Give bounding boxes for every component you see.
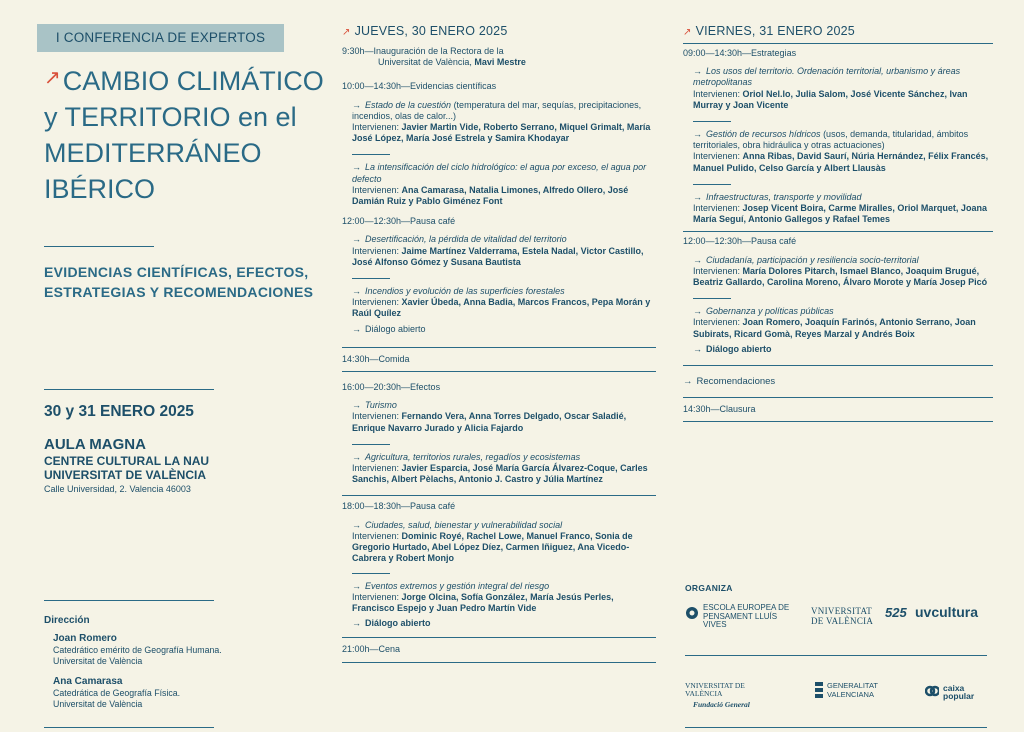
speakers: Ana Camarasa, Natalia Limones, Alfredo Ollero, José Damián Ruiz y Pablo Giménez Font <box>352 184 629 207</box>
director-name: Joan Romero <box>53 633 117 644</box>
venue-line2: UNIVERSITAT DE VALÈNCIA <box>44 468 207 482</box>
speakers: Fernando Vera, Anna Torres Delgado, Oscar Saladié, Enrique Navarro Jurado y Alicia Fajardo <box>352 411 627 433</box>
session-title: La intensificación del ciclo hidrológico: el agua por exceso, el agua por defecto <box>352 162 647 184</box>
north-east-arrow-icon: ↗ <box>683 27 692 38</box>
session-desc: (usos, demanda, titularidad, ámbitos territoriales, obra hidráulica y otras actuaciones) <box>693 129 969 151</box>
lunch-time: 14:30h—Comida <box>342 353 410 364</box>
sponsor-logos <box>685 680 995 710</box>
right-arrow-icon: → <box>352 286 361 297</box>
session-desc: (temperatura del mar, sequías, precipitaciones, incendios, olas de calor...) <box>352 99 642 121</box>
break-time: 12:00—12:30h—Pausa café <box>683 236 797 247</box>
divider <box>342 637 656 638</box>
divider <box>342 347 656 348</box>
right-arrow-icon: → <box>693 306 702 317</box>
right-arrow-icon: → <box>352 400 361 411</box>
generalitat-logo-icon <box>815 682 823 700</box>
session-title: Gestión de recursos hídricos <box>706 129 821 140</box>
director-affiliation: Universitat de València <box>53 656 143 666</box>
director <box>53 632 304 667</box>
right-arrow-icon: → <box>683 376 693 388</box>
right-arrow-icon: → <box>693 129 702 140</box>
right-arrow-icon: → <box>352 323 361 334</box>
open-dialogue: → Diálogo abierto <box>352 323 426 334</box>
director-role: Catedrático emérito de Geografía Humana. <box>53 645 222 655</box>
session-title: Desertificación, la pérdida de vitalidad del territorio <box>365 234 567 245</box>
open-dialogue: → Diálogo abierto <box>352 618 431 629</box>
divider <box>683 397 993 398</box>
title-text: CAMBIO CLIMÁTICO y TERRITORIO en el MEDITERRÁNEO IBÉRICO <box>44 66 324 204</box>
right-arrow-icon: → <box>352 451 361 462</box>
organizer-logos <box>685 604 995 634</box>
session: → Ciudades, salud, bienestar y vulnerabilidad social Intervienen: Dominic Royé, Rachel Lowe, Manuel Franco, Sonia de Gregorio Hurtado, Abel López Díez, Carmen Iñiguez, Ana Vicedo-Cabrera y Robert Monjo <box>352 519 633 564</box>
speakers: Oriol Nel.lo, Julia Salom, José Vicente Sánchez, Ivan Murray y Joan Vicente <box>693 88 968 110</box>
open-dialogue: → Diálogo abierto <box>693 343 772 354</box>
venue <box>44 436 314 496</box>
session <box>352 100 656 145</box>
escola-europea-logo: ESCOLA EUROPEA DE PENSAMENT LLUÍS VIVES <box>685 604 795 630</box>
organizers-label: ORGANIZA <box>685 583 733 593</box>
north-east-arrow-icon: ↗ <box>342 27 351 38</box>
right-arrow-icon: → <box>693 254 702 265</box>
divider <box>693 184 731 185</box>
divider <box>683 421 993 422</box>
right-arrow-icon: → <box>693 191 702 202</box>
session: → Gobernanza y políticas públicas Intervienen: Joan Romero, Joaquín Farinós, Antonio Serrano, Joan Subirats, Ricard Gomà, Reyes Marzal y Andrés Boix <box>693 306 976 339</box>
speakers: Anna Ribas, David Saurí, Núria Hernández, Félix Francés, Manuel Pulido, Celso García y Albert Llausàs <box>693 151 989 173</box>
day2-heading <box>683 24 993 38</box>
caixa-popular-logo: caixa popular <box>925 684 995 700</box>
session-title: Los usos del territorio. Ordenación territorial, urbanismo y áreas metropolitanas <box>693 66 961 88</box>
venue-line1: CENTRE CULTURAL LA NAU <box>44 454 210 468</box>
divider <box>352 573 390 574</box>
session-title: Turismo <box>365 400 397 411</box>
session-title: Agricultura, territorios rurales, regadíos y ecosistemas <box>365 451 581 462</box>
session: → Agricultura, territorios rurales, regadíos y ecosistemas Intervienen: Javier Esparcia, José María García Álvarez-Coque, Carles Sanchis, Albert Pèlachs, Antonio J. Castro y Júlia Martínez <box>352 451 648 485</box>
right-arrow-icon: → <box>693 343 702 354</box>
opening-name: Mavi Mestre <box>474 57 526 68</box>
block-time: 16:00—20:30h—Efectos <box>342 382 441 393</box>
venue-address: Calle Universidad, 2. Valencia 46003 <box>44 484 191 494</box>
day2-heading-text: VIERNES, 31 ENERO 2025 <box>695 24 855 38</box>
venue-hall: AULA MAGNA <box>44 436 146 453</box>
session: → Turismo Intervienen: Fernando Vera, Anna Torres Delgado, Oscar Saladié, Enrique Navarro Jurado y Alicia Fajardo <box>352 400 627 433</box>
session: → Infraestructuras, transporte y movilidad Intervienen: Josep Vicent Boira, Carme Miralles, Oriol Marquet, Joana María Seguí, Antonio Gallegos y Rafael Temes <box>693 191 987 225</box>
uvcultura-logo: uvcultura <box>915 604 979 620</box>
divider <box>693 298 731 299</box>
conference-badge: I CONFERENCIA DE EXPERTOS <box>37 24 284 52</box>
divider <box>683 231 993 232</box>
divider <box>44 246 154 247</box>
speakers: Dominic Royé, Rachel Lowe, Manuel Franco, Sonia de Gregorio Hurtado, Abel López Díez, Carmen Iñiguez, Ana Vicedo-Cabrera y Robert Monjo <box>352 530 633 564</box>
right-arrow-icon: → <box>352 580 361 591</box>
session-title: Eventos extremos y gestión integral del riesgo <box>365 580 550 591</box>
director-affiliation: Universitat de València <box>53 699 143 709</box>
session: → Ciudadanía, participación y resiliencia socio-territorial Intervienen: María Dolores Pitarch, Ismael Blanco, Joaquim Brugué, Beatriz Gallardo, Carolina Moreno, Álvaro Morote y María Josep Picó <box>693 254 988 288</box>
session-title: Ciudadanía, participación y resiliencia socio-territorial <box>706 254 919 265</box>
conference-title <box>44 60 324 207</box>
session: → La intensificación del ciclo hidrológico: el agua por exceso, el agua por defecto Intervienen: Ana Camarasa, Natalia Limones, Alfredo Ollero, José Damián Ruiz y Pablo Giménez Font <box>352 162 647 207</box>
session-title: Estado de la cuestión <box>365 99 452 110</box>
divider <box>683 365 993 366</box>
opening-line2: Universitat de València, Mavi Mestre <box>378 57 526 68</box>
caixa-popular-logo-icon <box>925 684 939 698</box>
divider <box>44 727 214 728</box>
right-arrow-icon: → <box>352 234 361 245</box>
uv-fundacio-logo: VNIVERSITAT DE VALÈNCIA Fundació General <box>685 681 750 709</box>
session-title: Incendios y evolución de las superficies forestales <box>365 286 565 297</box>
speakers-label: Intervienen: <box>352 122 402 133</box>
speakers: Xavier Úbeda, Anna Badia, Marcos Francos, Pepa Morán y Raúl Quílez <box>352 297 651 319</box>
divider <box>342 662 656 663</box>
session: → Eventos extremos y gestión integral del riesgo Intervienen: Jorge Olcina, Sofía González, María Jesús Perles, Francisco Espejo y Juan Pedro Martín Vide <box>352 580 614 613</box>
north-east-arrow-icon: ↗ <box>44 67 61 89</box>
right-arrow-icon: → <box>352 162 361 173</box>
director-role: Catedrática de Geografía Física. <box>53 688 181 698</box>
recommendations: → Recomendaciones <box>683 376 776 388</box>
divider <box>44 600 214 601</box>
speakers: María Dolores Pitarch, Ismael Blanco, Joaquim Brugué, Beatriz Gallardo, Carolina Moreno, Álvaro Morote y María Josep Picó <box>693 265 988 288</box>
block-time: 09:00—14:30h—Estrategias <box>683 48 797 58</box>
divider <box>685 727 987 728</box>
block-time: 10:00—14:30h—Evidencias científicas <box>342 81 497 92</box>
divider <box>352 278 390 279</box>
speakers: Javier Esparcia, José María García Álvarez-Coque, Carles Sanchis, Albert Pèlachs, Antonio J. Castro y Júlia Martínez <box>352 463 648 485</box>
divider <box>693 121 731 122</box>
break-time: 18:00—18:30h—Pausa café <box>342 501 456 512</box>
day1-column <box>342 0 656 732</box>
director-name: Ana Camarasa <box>53 676 123 687</box>
uv-logo: VNIVERSITAT DE VALÈNCIA <box>811 606 874 626</box>
right-arrow-icon: → <box>352 618 361 629</box>
speakers: Joan Romero, Joaquín Farinós, Antonio Serrano, Joan Subirats, Ricard Gomà, Reyes Marzal y Andrés Boix <box>693 317 976 339</box>
525-logo: 525 <box>885 605 907 620</box>
left-panel <box>0 0 330 732</box>
speakers: Jaime Martínez Valderrama, Estela Nadal, Victor Castillo, José Alfonso Gómez y Susana Bautista <box>352 245 644 267</box>
closing-time: 14:30h—Clausura <box>683 404 756 415</box>
divider <box>352 154 390 155</box>
right-arrow-icon: → <box>352 99 361 110</box>
divider <box>683 43 993 44</box>
session: → Gestión de recursos hídricos (usos, demanda, titularidad, ámbitos territoriales, obra hidráulica y otras actuaciones) Intervienen: Anna Ribas, David Saurí, Núria Hernández, Félix Francés, Manuel Pulido, Celso García y Albert Llausàs <box>693 129 989 173</box>
speakers: Jorge Olcina, Sofía González, María Jesús Perles, Francisco Espejo y Juan Pedro Martín Vide <box>352 591 614 613</box>
event-dates: 30 y 31 ENERO 2025 <box>44 403 194 420</box>
speakers: Josep Vicent Boira, Carme Miralles, Oriol Marquet, Joana María Seguí, Antonio Gallegos y Rafael Temes <box>693 203 987 225</box>
direction-label: Dirección <box>44 615 90 626</box>
day1-heading <box>342 24 656 38</box>
right-arrow-icon: → <box>352 519 361 530</box>
day1-heading-text: JUEVES, 30 ENERO 2025 <box>354 24 508 38</box>
speakers: Javier Martin Vide, Roberto Serrano, Miquel Grimalt, María José López, María José Estrela y Samira Khodayar <box>352 122 651 144</box>
session-title: Infraestructuras, transporte y movilidad <box>706 191 862 202</box>
session-title: Gobernanza y políticas públicas <box>706 306 834 317</box>
divider <box>342 371 656 372</box>
break-time: 12:00—12:30h—Pausa café <box>342 216 456 227</box>
dinner-time: 21:00h—Cena <box>342 644 401 655</box>
generalitat-logo: GENERALITAT VALENCIANA <box>815 682 895 699</box>
opening <box>342 46 656 68</box>
right-arrow-icon: → <box>693 66 702 77</box>
divider <box>342 495 656 496</box>
escola-logo-icon <box>685 606 699 620</box>
session: → Desertificación, la pérdida de vitalidad del territorio Intervienen: Jaime Martínez Valderrama, Estela Nadal, Victor Castillo, José Alfonso Gómez y Susana Bautista <box>352 234 644 267</box>
divider <box>685 655 987 656</box>
opening-time: 9:30h—Inauguración de la Rectora de la <box>342 46 504 56</box>
divider <box>44 389 214 390</box>
session: → Incendios y evolución de las superficies forestales Intervienen: Xavier Úbeda, Anna Badia, Marcos Francos, Pepa Morán y Raúl Quílez <box>352 286 651 319</box>
director <box>53 675 304 710</box>
organizers <box>685 583 995 593</box>
session-title: Ciudades, salud, bienestar y vulnerabilidad social <box>365 519 563 530</box>
direction-section <box>44 615 304 718</box>
session: → Los usos del territorio. Ordenación territorial, urbanismo y áreas metropolitanas Intervienen: Oriol Nel.lo, Julia Salom, José Vicente Sánchez, Ivan Murray y Joan Vicente <box>693 66 968 110</box>
conference-subtitle: EVIDENCIAS CIENTÍFICAS, EFECTOS, ESTRATEGIAS Y RECOMENDACIONES <box>44 264 314 300</box>
divider <box>352 444 390 445</box>
